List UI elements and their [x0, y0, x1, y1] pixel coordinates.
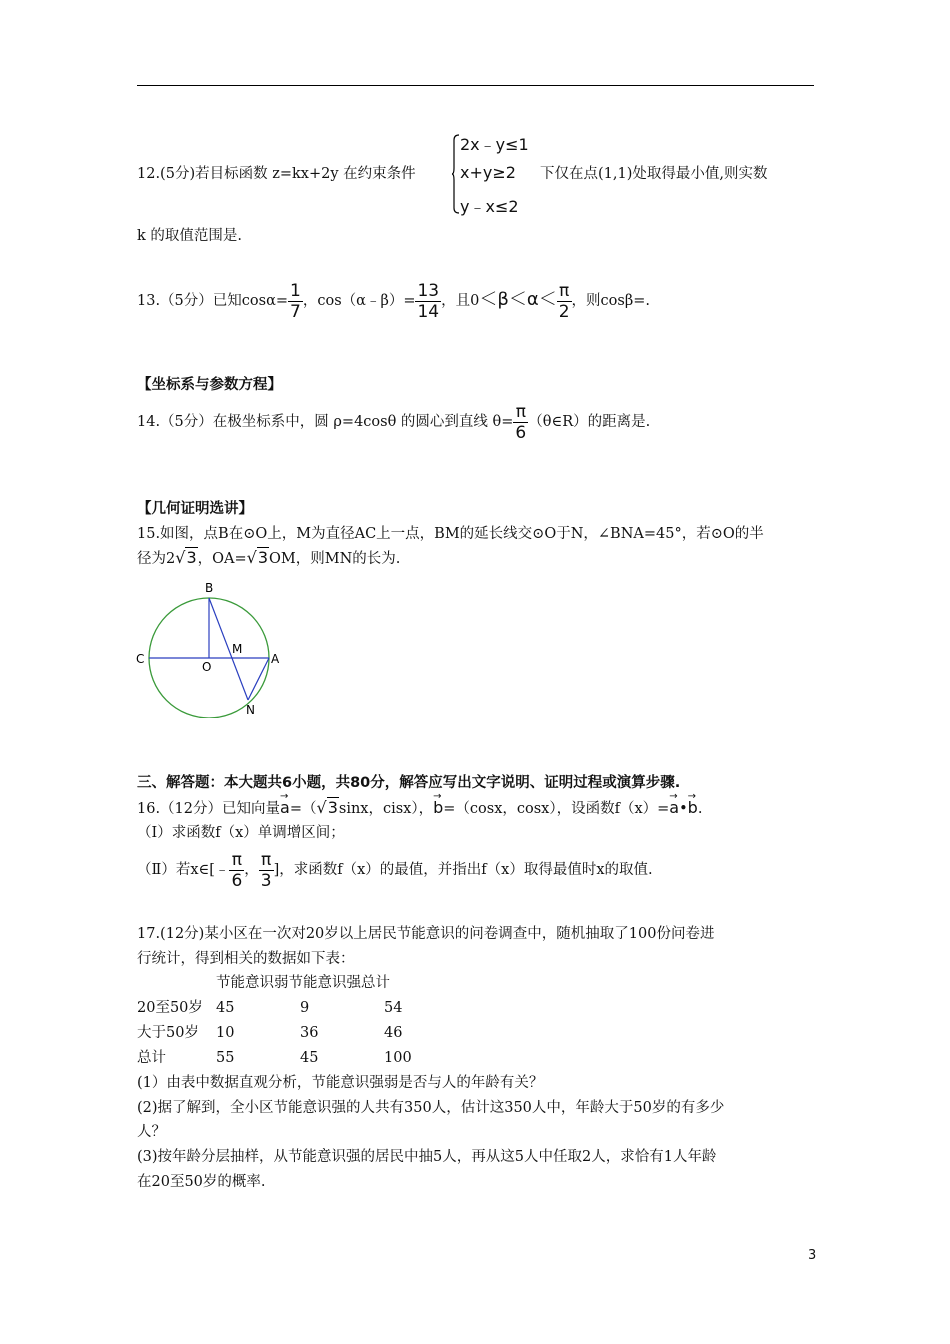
q17-sub3-a: (3)按年龄分层抽样，从节能意识强的居民中抽5人，再从这5人中任取2人，求恰有1人年龄: [137, 1149, 717, 1165]
q14-line: 14.（5分）在极坐标系中，圆 ρ=4cosθ 的圆心到直线 θ= $\frac{\pi}{6}$ （θ∈R）的距离是.: [137, 401, 651, 443]
section-geometry-title: 【几何证明选讲】: [137, 501, 253, 517]
q14-frac: $\frac{\pi}{6}$: [515, 401, 527, 443]
q12-text: 12.(5分)若目标函数 z=kx+2y 在约束条件: [137, 166, 416, 182]
q12-line2: k 的取值范围是.: [137, 228, 243, 244]
q12-text-after: 下仅在点(1,1)处取得最小值,则实数: [540, 166, 768, 182]
figure-label-o: O: [202, 660, 212, 674]
figure-label-m: M: [232, 642, 243, 656]
page-number: 3: [808, 1248, 817, 1263]
brace-icon: [452, 134, 460, 214]
q13-frac-3: $\frac{\pi}{2}$: [558, 280, 570, 322]
table-row-1-strong: 9: [300, 1000, 310, 1016]
figure-label-c: C: [136, 652, 145, 666]
figure-label-a: A: [271, 652, 280, 666]
table-row-2-label: 大于50岁: [137, 1025, 199, 1041]
q16-frac-2: $\frac{\pi}{3}$: [260, 849, 272, 891]
q17-sub3-b: 在20至50岁的概率.: [137, 1174, 266, 1190]
q12-constraint-2: x+y≥2: [460, 163, 516, 182]
circle-figure: [133, 578, 293, 718]
q12-constraint-3: y﹣x≤2: [460, 197, 519, 216]
section-3-title: 三、解答题：本大题共6小题，共80分，解答应写出文字说明、证明过程或演算步骤.: [137, 775, 681, 791]
table-row-1-total: 54: [384, 1000, 403, 1016]
q16-frac-1: $\frac{\pi}{6}$: [231, 849, 243, 891]
table-row-2-weak: 10: [216, 1025, 235, 1041]
q17-sub2-b: 人？: [137, 1124, 166, 1140]
header-rule: [137, 85, 814, 86]
q12-constraint-1: 2x﹣y≤1: [460, 135, 529, 154]
q13-line: 13.（5分）已知cosα= $\frac{1}{7}$ ，cos（α﹣β）= $\frac{13}{14}$ ，且0＜β＜α＜ $\frac{\pi}{2}$ ，则cosβ=.: [137, 280, 650, 322]
q15-line1: 15.如图，点B在⊙O上，M为直径AC上一点，BM的延长线交⊙O于N，∠BNA=45°，若⊙O的半: [137, 526, 764, 542]
table-row-3-weak: 55: [216, 1050, 235, 1066]
q17-sub1: (1）由表中数据直观分析，节能意识强弱是否与人的年龄有关？: [137, 1075, 544, 1091]
table-row-2-strong: 36: [300, 1025, 319, 1041]
table-row-1-weak: 45: [216, 1000, 235, 1016]
table-row-3-strong: 45: [300, 1050, 319, 1066]
q15-line2: 径为2√3，OA=√3OM，则MN的长为.: [137, 548, 401, 567]
table-row-3-total: 100: [384, 1050, 412, 1066]
q16-part2: （Ⅱ）若x∈[﹣ $\frac{\pi}{6}$ ， $\frac{\pi}{3}$ ]，求函数f（x）的最值，并指出f（x）取得最值时x的取值.: [137, 849, 653, 891]
figure-label-n: N: [246, 703, 255, 717]
section-polar-title: 【坐标系与参数方程】: [137, 377, 282, 393]
q17-line2: 行统计，得到相关的数据如下表：: [137, 951, 355, 967]
table-header: 节能意识弱节能意识强总计: [216, 975, 390, 991]
q17-line1: 17.(12分)某小区在一次对20岁以上居民节能意识的问卷调查中，随机抽取了100份问卷进: [137, 926, 715, 942]
table-row-2-total: 46: [384, 1025, 403, 1041]
figure-label-b: B: [205, 581, 214, 595]
q16-line1: 16.（12分）已知向量→ a=（√3sinx，cisx），→ b=（cosx，cosx），设函数f（x）=→ a•→ b.: [137, 798, 702, 819]
table-row-3-label: 总计: [137, 1050, 166, 1066]
q16-part1: （Ⅰ）求函数f（x）单调增区间；: [137, 825, 345, 841]
q13-frac-1: $\frac{1}{7}$: [290, 280, 301, 322]
table-row-1-label: 20至50岁: [137, 1000, 203, 1016]
q17-sub2-a: (2)据了解到，全小区节能意识强的人共有350人，估计这350人中，年龄大于50岁的有多少: [137, 1100, 725, 1116]
q13-frac-2: $\frac{13}{14}$: [417, 280, 440, 322]
